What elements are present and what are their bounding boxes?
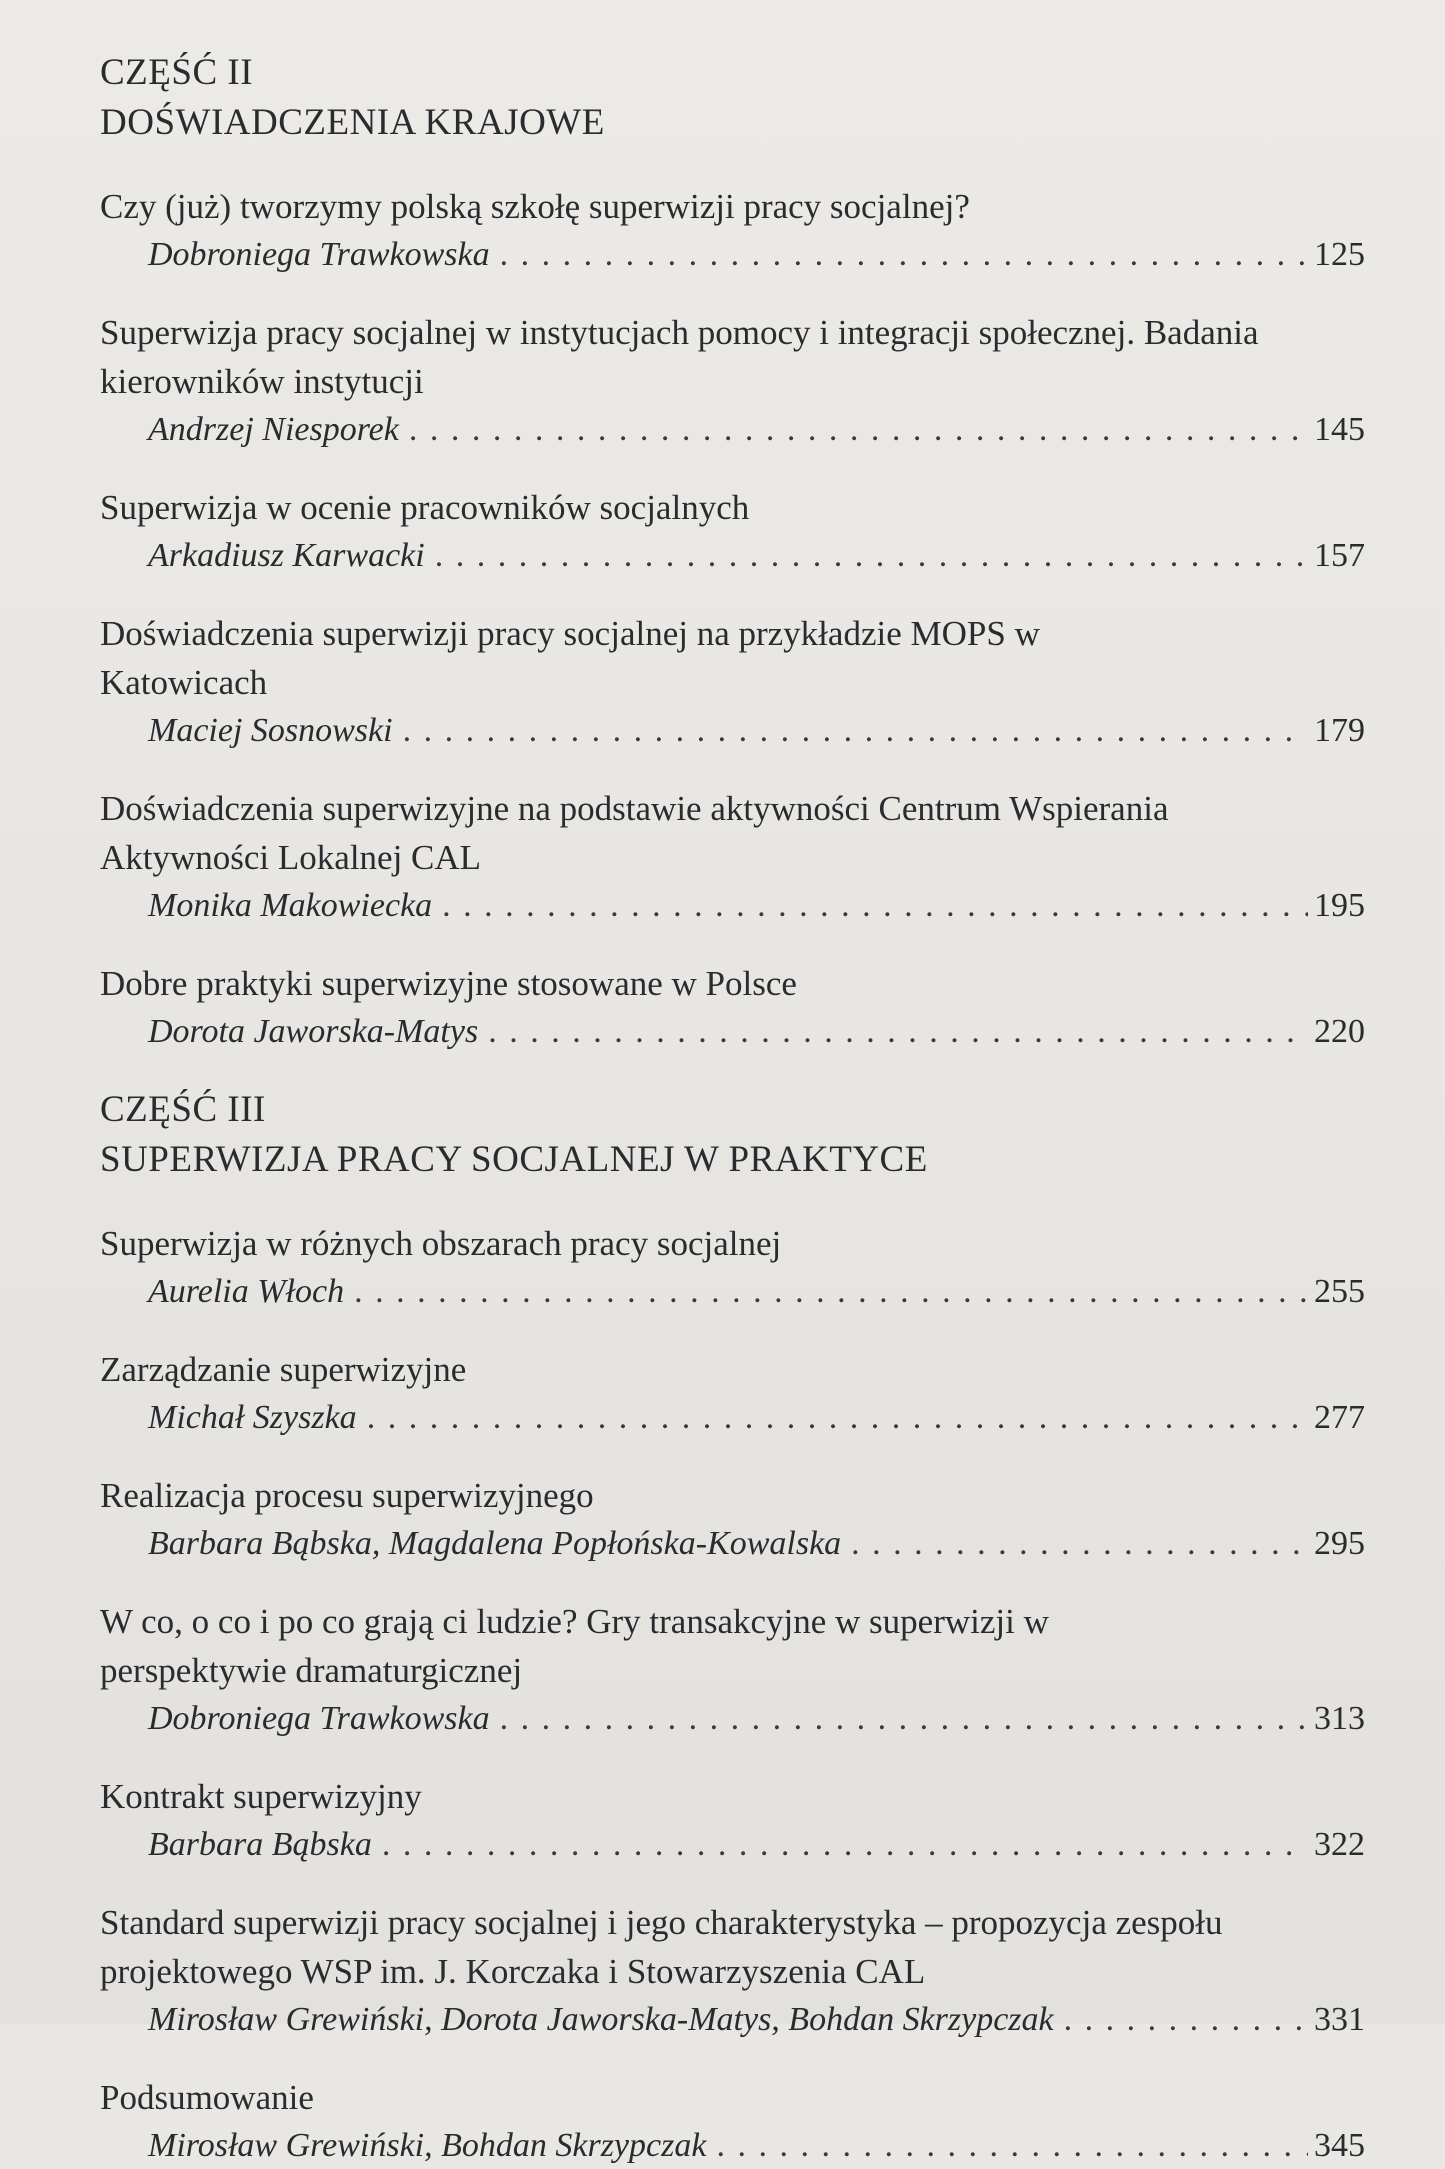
page-number: 145 (1314, 411, 1365, 448)
chapter-title: Kontrakt superwizyjny (100, 1777, 422, 1816)
chapter-author: Michał Szyszka (148, 1399, 357, 1436)
page-number: 345 (1314, 2127, 1365, 2164)
toc-entry (100, 959, 1365, 1055)
chapter-author: Andrzej Niesporek (148, 411, 399, 448)
part-title: SUPERWIZJA PRACY SOCJALNEJ W PRAKTYCE (100, 1139, 928, 1180)
dot-leader (488, 1008, 1308, 1055)
author-line (100, 1996, 1365, 2043)
author-line (100, 1394, 1365, 1441)
chapter-title: Realizacja procesu superwizyjnego (100, 1476, 594, 1515)
toc-entry (100, 1345, 1365, 1441)
chapter-author: Barbara Bąbska (148, 1826, 372, 1863)
part-heading (100, 48, 1365, 148)
chapter-author: Mirosław Grewiński, Dorota Jaworska-Matys, Bohdan Skrzypczak (148, 2001, 1054, 2038)
page-number: 313 (1314, 1700, 1365, 1737)
chapter-title: W co, o co i po co grają ci ludzie? Gry transakcyjne w superwizji w perspektywie dramaturgicznej (100, 1602, 1049, 1690)
dot-leader (1064, 1996, 1308, 2043)
page-number: 277 (1314, 1399, 1365, 1436)
chapter-title: Doświadczenia superwizyjne na podstawie aktywności Centrum Wspierania Aktywności Lokalnej CAL (100, 789, 1169, 877)
page-number: 295 (1314, 1525, 1365, 1562)
author-line (100, 882, 1365, 929)
author-line (100, 1268, 1365, 1315)
toc-entry (100, 784, 1365, 929)
chapter-author: Dorota Jaworska-Matys (148, 1013, 479, 1050)
chapter-title: Superwizja pracy socjalnej w instytucjach pomocy i integracji społecznej. Badania kierowników instytucji (100, 313, 1259, 401)
part-title: DOŚWIADCZENIA KRAJOWE (100, 102, 605, 143)
author-line (100, 532, 1365, 579)
author-line (100, 707, 1365, 754)
dot-leader (403, 707, 1308, 754)
toc-entry (100, 308, 1365, 453)
toc-entry (100, 1597, 1365, 1742)
chapter-title: Doświadczenia superwizji pracy socjalnej na przykładzie MOPS w Katowicach (100, 614, 1040, 702)
dot-leader (716, 2122, 1308, 2169)
author-line (100, 1821, 1365, 1868)
dot-leader (500, 1695, 1308, 1742)
chapter-author: Mirosław Grewiński, Bohdan Skrzypczak (148, 2127, 707, 2164)
chapter-author: Aurelia Włoch (148, 1273, 345, 1310)
author-line (100, 231, 1365, 278)
page-number: 255 (1314, 1273, 1365, 1310)
page-number: 125 (1314, 236, 1365, 273)
page-number: 157 (1314, 537, 1365, 574)
dot-leader (367, 1394, 1308, 1441)
dot-leader (354, 1268, 1308, 1315)
chapter-author: Maciej Sosnowski (148, 712, 393, 749)
chapter-author: Dobroniega Trawkowska (148, 1700, 490, 1737)
dot-leader (435, 532, 1308, 579)
dot-leader (382, 1821, 1308, 1868)
toc-entry (100, 1898, 1365, 2043)
page-number: 195 (1314, 887, 1365, 924)
toc-entry (100, 1471, 1365, 1567)
toc-entry (100, 2073, 1365, 2169)
dot-leader (851, 1520, 1308, 1567)
chapter-author: Barbara Bąbska, Magdalena Popłońska-Kowalska (148, 1525, 842, 1562)
toc-entry (100, 609, 1365, 754)
page-number: 220 (1314, 1013, 1365, 1050)
chapter-title: Dobre praktyki superwizyjne stosowane w Polsce (100, 964, 797, 1003)
author-line (100, 406, 1365, 453)
author-line (100, 2122, 1365, 2169)
author-line (100, 1695, 1365, 1742)
author-line (100, 1520, 1365, 1567)
dot-leader (500, 231, 1308, 278)
chapter-title: Zarządzanie superwizyjne (100, 1350, 467, 1389)
chapter-title: Superwizja w ocenie pracowników socjalnych (100, 488, 750, 527)
dot-leader (409, 406, 1308, 453)
part-label: CZĘŚĆ II (100, 52, 254, 93)
part-label: CZĘŚĆ III (100, 1089, 266, 1130)
chapter-author: Monika Makowiecka (148, 887, 433, 924)
chapter-title: Czy (już) tworzymy polską szkołę superwizji pracy socjalnej? (100, 187, 970, 226)
chapter-title: Superwizja w różnych obszarach pracy socjalnej (100, 1224, 782, 1263)
chapter-author: Arkadiusz Karwacki (148, 537, 425, 574)
chapter-author: Dobroniega Trawkowska (148, 236, 490, 273)
dot-leader (442, 882, 1308, 929)
author-line (100, 1008, 1365, 1055)
page-number: 179 (1314, 712, 1365, 749)
chapter-title: Standard superwizji pracy socjalnej i jego charakterystyka – propozycja zespołu projektowego WSP im. J. Korczaka i Stowarzyszenia CAL (100, 1903, 1223, 1991)
toc-entry (100, 182, 1365, 278)
chapter-title: Podsumowanie (100, 2078, 314, 2117)
page-number: 322 (1314, 1826, 1365, 1863)
toc-entry (100, 1772, 1365, 1868)
part-heading (100, 1085, 1365, 1185)
toc-entry (100, 483, 1365, 579)
page-number: 331 (1314, 2001, 1365, 2038)
toc-entry (100, 1219, 1365, 1315)
